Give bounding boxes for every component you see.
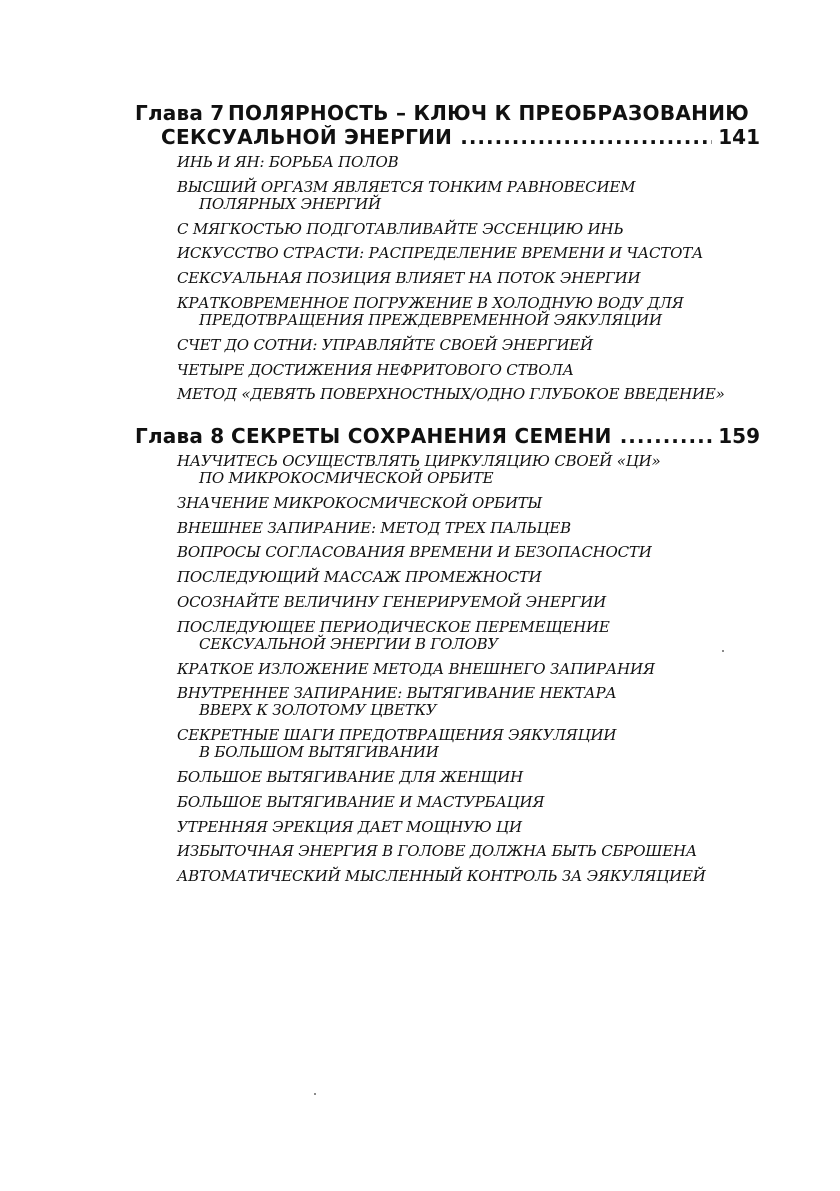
section-title: ЧЕТЫРЕ ДОСТИЖЕНИЯ НЕФРИТОВОГО СТВОЛА	[177, 360, 574, 379]
section-title: СЕКСУАЛЬНАЯ ПОЗИЦИЯ ВЛИЯЕТ НА ПОТОК ЭНЕРГИИ	[177, 269, 641, 288]
section-entry	[177, 727, 747, 761]
section-title: ВНЕШНЕЕ ЗАПИРАНИЕ: МЕТОД ТРЕХ ПАЛЬЦЕВ	[177, 518, 571, 537]
section-title: ПОСЛЕДУЮЩИЙ МАССАЖ ПРОМЕЖНОСТИ	[177, 568, 542, 587]
section-entry	[177, 794, 747, 811]
section-title: БОЛЬШОЕ ВЫТЯГИВАНИЕ И МАСТУРБАЦИЯ	[177, 792, 545, 811]
section-title: ПОСЛЕДУЮЩЕЕ ПЕРИОДИЧЕСКОЕ ПЕРЕМЕЩЕНИЕ	[177, 617, 610, 636]
section-entry	[177, 819, 747, 836]
section-entry	[177, 661, 747, 678]
chapter-7-title-line-1: ПОЛЯРНОСТЬ – КЛЮЧ К ПРЕОБРАЗОВАНИЮ	[228, 101, 750, 125]
section-entry	[177, 245, 747, 262]
section-entry	[177, 520, 747, 537]
section-title-continuation: ПО МИКРОКОСМИЧЕСКОЙ ОРБИТЕ	[199, 469, 494, 487]
section-title: ВЫСШИЙ ОРГАЗМ ЯВЛЯЕТСЯ ТОНКИМ РАВНОВЕСИЕМ	[177, 177, 636, 196]
section-entry	[177, 685, 747, 719]
section-title: С МЯГКОСТЬЮ ПОДГОТАВЛИВАЙТЕ ЭССЕНЦИЮ ИНЬ	[177, 219, 624, 238]
chapter-7-label: Глава 7	[135, 101, 225, 125]
chapter-8-page-number: 159	[718, 424, 760, 448]
section-entry	[177, 868, 747, 885]
section-entry	[177, 769, 747, 786]
chapter-8-title: СЕКРЕТЫ СОХРАНЕНИЯ СЕМЕНИ	[231, 424, 612, 448]
section-entry	[177, 619, 747, 653]
section-title: ВНУТРЕННЕЕ ЗАПИРАНИЕ: ВЫТЯГИВАНИЕ НЕКТАРА	[177, 684, 617, 703]
section-title-continuation: ПРЕДОТВРАЩЕНИЯ ПРЕЖДЕВРЕМЕННОЙ ЭЯКУЛЯЦИИ	[199, 310, 662, 329]
section-title: СЧЕТ ДО СОТНИ: УПРАВЛЯЙТЕ СВОЕЙ ЭНЕРГИЕЙ	[177, 335, 593, 354]
section-title-continuation: ВВЕРХ К ЗОЛОТОМУ ЦВЕТКУ	[199, 701, 437, 720]
section-title: АВТОМАТИЧЕСКИЙ МЫСЛЕННЫЙ КОНТРОЛЬ ЗА ЭЯКУЛЯЦИЕЙ	[177, 867, 706, 886]
dot-leader	[460, 125, 712, 149]
chapter-7-page-number: 141	[718, 125, 760, 149]
section-title: КРАТКОЕ ИЗЛОЖЕНИЕ МЕТОДА ВНЕШНЕГО ЗАПИРАНИЯ	[177, 659, 655, 678]
chapter-7-section-list	[177, 154, 747, 411]
section-entry	[177, 270, 747, 287]
section-entry	[177, 337, 747, 354]
section-entry	[177, 221, 747, 238]
section-title: ЗНАЧЕНИЕ МИКРОКОСМИЧЕСКОЙ ОРБИТЫ	[177, 493, 543, 512]
section-title: ИЗБЫТОЧНАЯ ЭНЕРГИЯ В ГОЛОВЕ ДОЛЖНА БЫТЬ СБРОШЕНА	[177, 842, 698, 861]
section-entry	[177, 594, 747, 611]
section-entry	[177, 453, 747, 487]
section-title: СЕКРЕТНЫЕ ШАГИ ПРЕДОТВРАЩЕНИЯ ЭЯКУЛЯЦИИ	[177, 726, 617, 745]
section-entry	[177, 386, 747, 403]
section-entry	[177, 362, 747, 379]
chapter-7-title-line-2: СЕКСУАЛЬНОЙ ЭНЕРГИИ	[161, 125, 453, 149]
section-entry	[177, 179, 747, 213]
scan-speck	[314, 1093, 316, 1095]
section-title-continuation: В БОЛЬШОМ ВЫТЯГИВАНИИ	[199, 743, 439, 762]
chapter-8-heading-line-1	[135, 424, 760, 448]
section-entry	[177, 843, 747, 860]
section-entry	[177, 495, 747, 512]
chapter-7-heading-line-1	[135, 101, 760, 125]
section-title: НАУЧИТЕСЬ ОСУЩЕСТВЛЯТЬ ЦИРКУЛЯЦИЮ СВОЕЙ «ЦИ»	[177, 452, 661, 470]
scan-speck	[722, 650, 724, 652]
chapter-7-heading-line-2	[135, 125, 760, 149]
section-title: БОЛЬШОЕ ВЫТЯГИВАНИЕ ДЛЯ ЖЕНЩИН	[177, 767, 524, 786]
section-title: КРАТКОВРЕМЕННОЕ ПОГРУЖЕНИЕ В ХОЛОДНУЮ ВОДУ ДЛЯ	[177, 293, 684, 312]
section-title: МЕТОД «ДЕВЯТЬ ПОВЕРХНОСТНЫХ/ОДНО ГЛУБОКОЕ ВВЕДЕНИЕ»	[177, 385, 725, 404]
chapter-8-heading	[135, 424, 760, 448]
section-entry	[177, 544, 747, 561]
section-title: ИСКУССТВО СТРАСТИ: РАСПРЕДЕЛЕНИЕ ВРЕМЕНИ И ЧАСТОТА	[177, 244, 704, 263]
section-title: ОСОЗНАЙТЕ ВЕЛИЧИНУ ГЕНЕРИРУЕМОЙ ЭНЕРГИИ	[177, 592, 606, 611]
section-entry	[177, 569, 747, 586]
section-title: ВОПРОСЫ СОГЛАСОВАНИЯ ВРЕМЕНИ И БЕЗОПАСНОСТИ	[177, 543, 652, 562]
chapter-7-heading	[135, 101, 760, 149]
chapter-8-section-list	[177, 453, 747, 893]
section-title: ИНЬ И ЯН: БОРЬБА ПОЛОВ	[177, 153, 399, 171]
section-title-continuation: ПОЛЯРНЫХ ЭНЕРГИЙ	[199, 194, 381, 213]
dot-leader	[620, 424, 713, 448]
section-entry	[177, 295, 747, 329]
section-title: УТРЕННЯЯ ЭРЕКЦИЯ ДАЕТ МОЩНУЮ ЦИ	[177, 817, 522, 836]
section-title-continuation: СЕКСУАЛЬНОЙ ЭНЕРГИИ В ГОЛОВУ	[199, 634, 499, 653]
chapter-8-label: Глава 8	[135, 424, 225, 448]
section-entry	[177, 154, 747, 171]
